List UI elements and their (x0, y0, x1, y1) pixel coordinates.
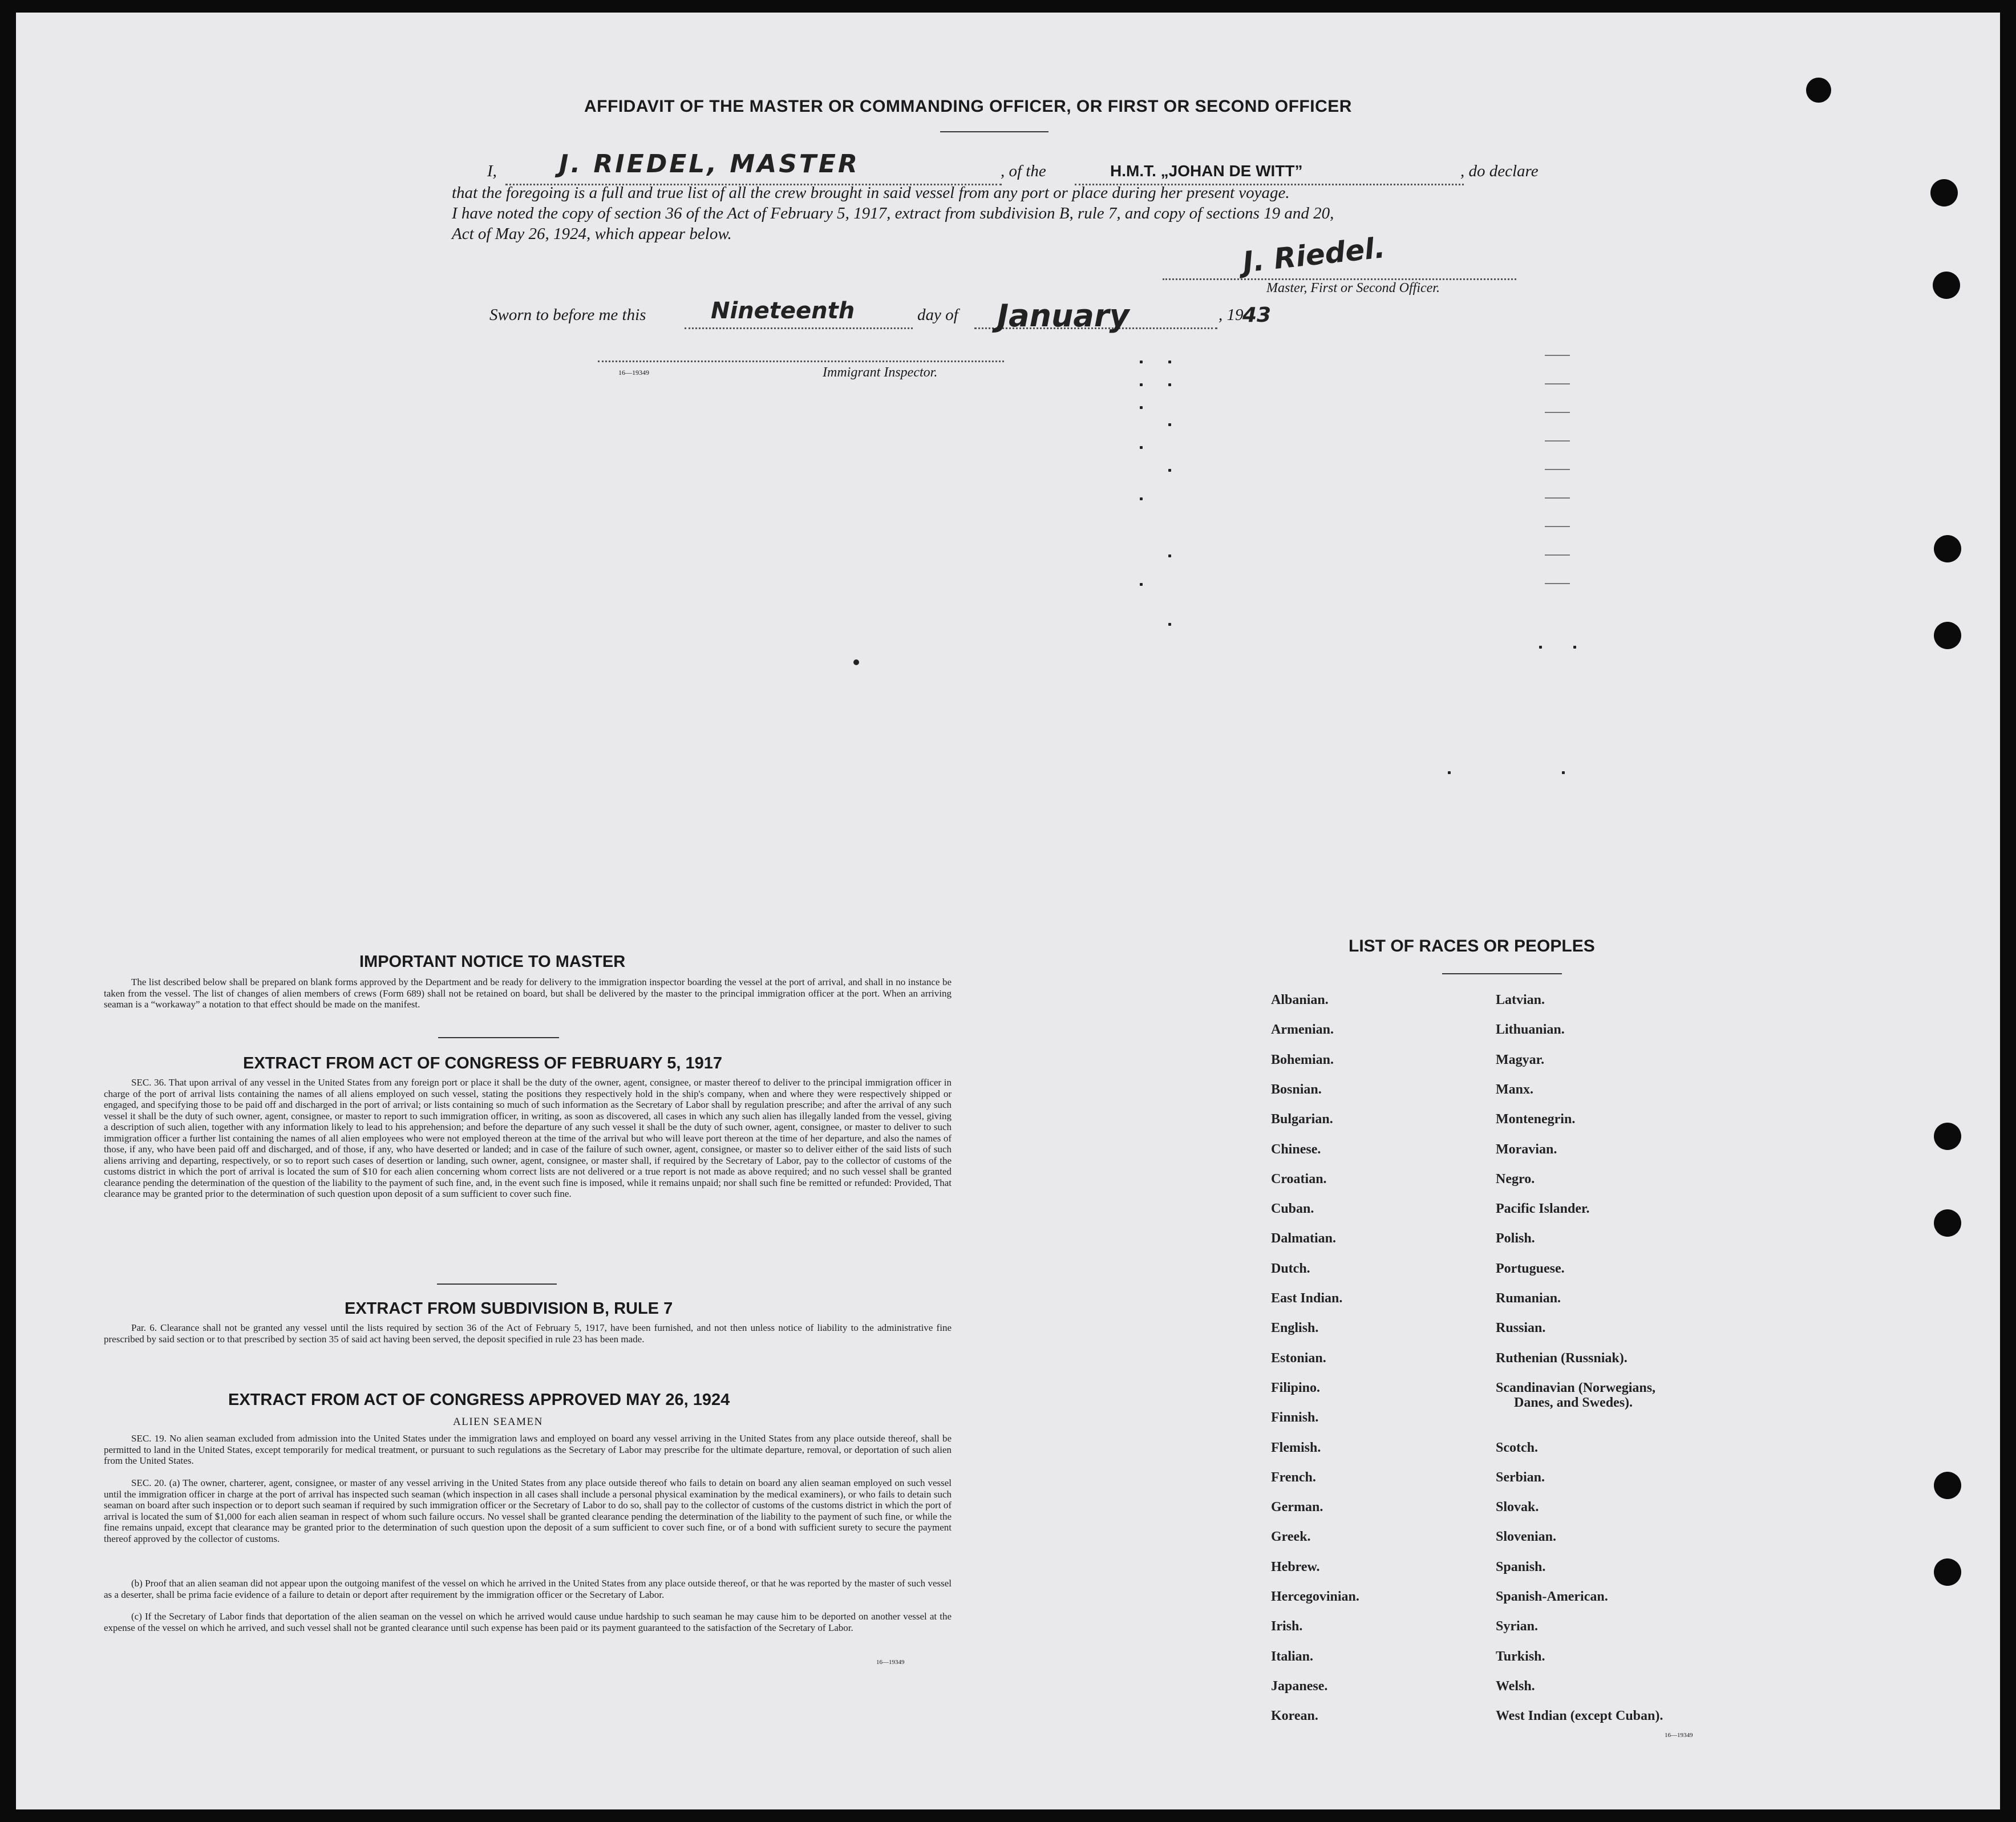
inspector-caption: Immigrant Inspector. (823, 365, 938, 380)
subdivision-b-body: Par. 6. Clearance shall not be granted any vessel until the lists required by section 36 of the Act of February 5, 1917, have been furnished, and not then unless notice of liability to the administrative fine prescribed by said section or to that prescribed by section 35 of said act having been served, the deposit specified in rule 23 has been made. (104, 1322, 952, 1345)
punch-hole (1934, 1558, 1961, 1586)
race-item: Croatian. (1271, 1171, 1327, 1187)
race-item: Chinese. (1271, 1141, 1321, 1157)
race-item: Irish. (1271, 1619, 1303, 1634)
race-item: Lithuanian. (1496, 1022, 1565, 1038)
punch-hole (1933, 272, 1960, 299)
extract-1924-sec19: SEC. 19. No alien seaman excluded from admission into the United States under the immigration laws and employed on board any vessel arriving in the United States from any place outside thereof, shall be permitted to land in the United States, except temporarily for medical treatment, or pursuant to such regulations as the Secretary of Labor may prescribe for the ultimate departure, removal, or deportation of such alien from the United States. (104, 1433, 952, 1466)
of-the-label: , of the (1001, 162, 1046, 180)
race-item: Armenian. (1271, 1022, 1334, 1038)
race-item: Spanish. (1496, 1559, 1546, 1574)
race-item: Latvian. (1496, 993, 1545, 1007)
year-prefix: , 19 (1218, 306, 1244, 324)
inspector-signature-line (598, 361, 1004, 362)
race-item: Negro. (1496, 1171, 1535, 1187)
race-item: Moravian. (1496, 1141, 1557, 1157)
affidavit-line-3: I have noted the copy of section 36 of the Act of February 5, 1917, extract from subdivision B, rule 7, and copy of sections 19 and 20, (452, 204, 1334, 222)
race-item: Scandinavian (Norwegians, (1496, 1380, 1656, 1395)
affidavit-line-4: Act of May 26, 1924, which appear below. (452, 225, 732, 243)
race-item: Serbian. (1496, 1469, 1545, 1485)
extract-1924-sec20c: (c) If the Secretary of Labor finds that deportation of the alien seaman on the vessel on which he arrived would cause undue hardship to such seaman he may cause him to be deported on another vessel at the expense of the vessel on which he arrived, and such vessel shall not be granted clearance until such expense has been paid or its payment guaranteed to the satisfaction of the Secretary of Labor. (104, 1611, 952, 1633)
affidavit-line-2: that the foregoing is a full and true list of all the crew brought in said vessel from any port or place during her present voyage. (452, 184, 1290, 202)
race-item: Magyar. (1496, 1052, 1545, 1067)
signature-caption: Master, First or Second Officer. (1266, 281, 1440, 295)
extract-1917-divider (437, 1284, 557, 1285)
day-of-label: day of (917, 306, 958, 324)
race-item: Cuban. (1271, 1201, 1314, 1217)
race-item: Manx. (1496, 1082, 1533, 1097)
race-item: French. (1271, 1469, 1316, 1485)
race-scandinavian-continuation: Danes, and Swedes). (1514, 1395, 1633, 1410)
race-item: Pacific Islander. (1496, 1201, 1590, 1217)
vessel-name: H.M.T. „JOHAN DE WITT” (1110, 162, 1303, 180)
races-title: LIST OF RACES OR PEOPLES (1349, 937, 1595, 955)
sworn-month-handwriting: January (997, 298, 1130, 334)
punch-hole (1934, 622, 1961, 649)
race-item: German. (1271, 1500, 1323, 1515)
master-signature: J. Riedel. (1241, 231, 1387, 279)
subdivision-b-title: EXTRACT FROM SUBDIVISION B, RULE 7 (345, 1299, 673, 1318)
signature-line (1163, 278, 1516, 280)
punch-hole (1934, 1472, 1961, 1499)
race-item: Polish. (1496, 1231, 1535, 1246)
race-item: Slovak. (1496, 1500, 1539, 1515)
race-item: Dalmatian. (1271, 1231, 1336, 1246)
race-item: Flemish. (1271, 1440, 1321, 1455)
race-item: Syrian. (1496, 1619, 1539, 1634)
race-item: Bulgarian. (1271, 1112, 1333, 1127)
punch-hole (1806, 78, 1831, 103)
race-item: Montenegrin. (1496, 1112, 1576, 1127)
affidavit-form-number: 16—19349 (618, 369, 649, 376)
race-item: Finnish. (1271, 1410, 1319, 1426)
race-item: Albanian. (1271, 993, 1329, 1007)
race-item: Hebrew. (1271, 1559, 1320, 1574)
extract-1924-subtitle: ALIEN SEAMEN (453, 1416, 543, 1428)
race-item: Scotch. (1496, 1440, 1538, 1455)
race-item: Rumanian. (1496, 1291, 1561, 1306)
document-sheet (16, 13, 2000, 1809)
title-divider (940, 131, 1049, 132)
notice-body: The list described below shall be prepared on blank forms approved by the Department and be ready for delivery to the immigration inspector boarding the vessel at the port of arrival, and shall in no instance be taken from the vessel. The list of changes of alien members of crews (Form 689) shall not be retained on board, but shall be delivered by the master to the principal immigration officer at the port. When an arriving seaman is a “workaway” a notation to that effect should be made on the manifest. (104, 977, 952, 1010)
race-item: Dutch. (1271, 1261, 1310, 1276)
sworn-day-line (685, 327, 913, 329)
race-item: Welsh. (1496, 1678, 1535, 1694)
race-item: English. (1271, 1321, 1319, 1336)
extract-1924-sec20b: (b) Proof that an alien seaman did not appear upon the outgoing manifest of the vessel on which he arrived in the United States from any place outside thereof, or that he was reported by the master of such vessel as a deserter, shall be prima facie evidence of a failure to detain or deport after requirement by the immigration officer or the Secretary of Labor. (104, 1578, 952, 1600)
master-name-handwriting: J. RIEDEL, MASTER (559, 149, 860, 179)
punch-hole (1934, 1209, 1961, 1237)
race-item: Korean. (1271, 1708, 1318, 1724)
race-item: Filipino. (1271, 1380, 1321, 1395)
race-item: Italian. (1271, 1649, 1314, 1664)
extract-1924-title: EXTRACT FROM ACT OF CONGRESS APPROVED MAY 26, 1924 (228, 1391, 730, 1409)
extract-1917-title: EXTRACT FROM ACT OF CONGRESS OF FEBRUARY 5, 1917 (243, 1054, 723, 1072)
races-form-number: 16—19349 (1665, 1732, 1693, 1739)
race-item: Russian. (1496, 1321, 1546, 1336)
punch-hole (1930, 179, 1958, 207)
race-item: Slovenian. (1496, 1529, 1557, 1545)
race-item: Bosnian. (1271, 1082, 1322, 1097)
affidavit-title: AFFIDAVIT OF THE MASTER OR COMMANDING OFFICER, OR FIRST OR SECOND OFFICER (584, 97, 1352, 116)
do-declare-label: , do declare (1460, 162, 1539, 180)
affidavit-i-label: I, (487, 162, 497, 180)
race-item: East Indian. (1271, 1291, 1343, 1306)
races-divider (1442, 973, 1562, 974)
sworn-day-handwriting: Nineteenth (711, 298, 855, 324)
race-item: Hercegovinian. (1271, 1589, 1359, 1604)
extract-1924-sec20a: SEC. 20. (a) The owner, charterer, agent, consignee, or master of any vessel arriving in the United States from any place outside thereof who fails to detain on board any alien seaman employed on such vessel until the immigration officer in charge at the port of arrival has inspected such seaman (which inspection in all cases shall include a personal physical examination by the medical examiners), or who fails to detain such seaman on board after such inspection or to deport such seaman if required by such immigration officer or the Secretary of Labor to do so, shall pay to the collector of customs of the customs district in which the port of arrival is located the sum of $1,000 for each alien seaman in respect of whom such failure occurs. No vessel shall be granted clearance pending the determination of the liability to the payment of such fine, or while the fine remains unpaid, except that clearance may be granted prior to the determination of such question upon the deposit of a sum sufficient to cover such fine, or of a bond with sufficient surety to secure the payment thereof approved by the collector of customs. (104, 1477, 952, 1544)
sworn-year-handwriting: 43 (1242, 303, 1272, 327)
race-item: Greek. (1271, 1529, 1311, 1545)
punch-hole (1934, 535, 1961, 562)
race-item: Turkish. (1496, 1649, 1545, 1664)
extract-1917-body: SEC. 36. That upon arrival of any vessel in the United States from any foreign port or place it shall be the duty of the owner, agent, consignee, or master thereof to deliver to the principal immigration officer in charge of the port of arrival lists containing the names of all aliens employed on such vessel, stating the positions they respectively hold in the ship's company, when and where they were respectively shipped or engaged, and specifying those to be paid off and discharged in the port of arrival; or lists containing so much of such information as the Secretary of Labor shall by regulation prescribe; and after the arrival of any such vessel it shall be the duty of such owner, agent, consignee, or master to report to such immigration officer, in writing, as soon as discovered, all cases in which any such alien has illegally landed from the vessel, giving a description of such alien, together with any information likely to lead to his apprehension; and before the departure of any such vessel it shall be the duty of such owner, agent, consignee, or master to deliver to such immigration officer a further list containing the names of all alien employees who were not employed thereon at the time of the arrival but who will leave port thereon at the time of her departure, and also the names of those, if any, who have been paid off and discharged, and of those, if any, who have deserted or landed; and in case of the failure of such owner, agent, consignee, or master so to deliver either of the said lists of such aliens arriving and departing, respectively, or so to report such cases of desertion or landing, such owner, agent, consignee, or master shall, if required by the Secretary of Labor, pay to the collector of customs of the customs district in which the port of arrival is located the sum of $10 for each alien concerning whom correct lists are not delivered or a true report is not made as above required; and no such vessel shall be granted clearance pending the determination of the question of the liability to the payment of such fine, and, in the event such fine is imposed, while it remains unpaid; nor shall such fine be remitted or refunded: Provided, That clearance may be granted prior to the determination of such question upon deposit of a sum sufficient to cover such fine. (104, 1077, 952, 1199)
notice-title: IMPORTANT NOTICE TO MASTER (359, 953, 626, 971)
race-item: West Indian (except Cuban). (1496, 1708, 1663, 1724)
race-item: Ruthenian (Russniak). (1496, 1350, 1628, 1366)
extract-1924-form-number: 16—19349 (876, 1659, 905, 1666)
punch-hole (1934, 1123, 1961, 1150)
race-item: Estonian. (1271, 1350, 1326, 1366)
notice-divider (438, 1037, 559, 1038)
race-item: Spanish-American. (1496, 1589, 1608, 1604)
race-item: Portuguese. (1496, 1261, 1565, 1276)
sworn-label: Sworn to before me this (489, 306, 646, 324)
race-item: Japanese. (1271, 1678, 1328, 1694)
race-item: Bohemian. (1271, 1052, 1334, 1067)
